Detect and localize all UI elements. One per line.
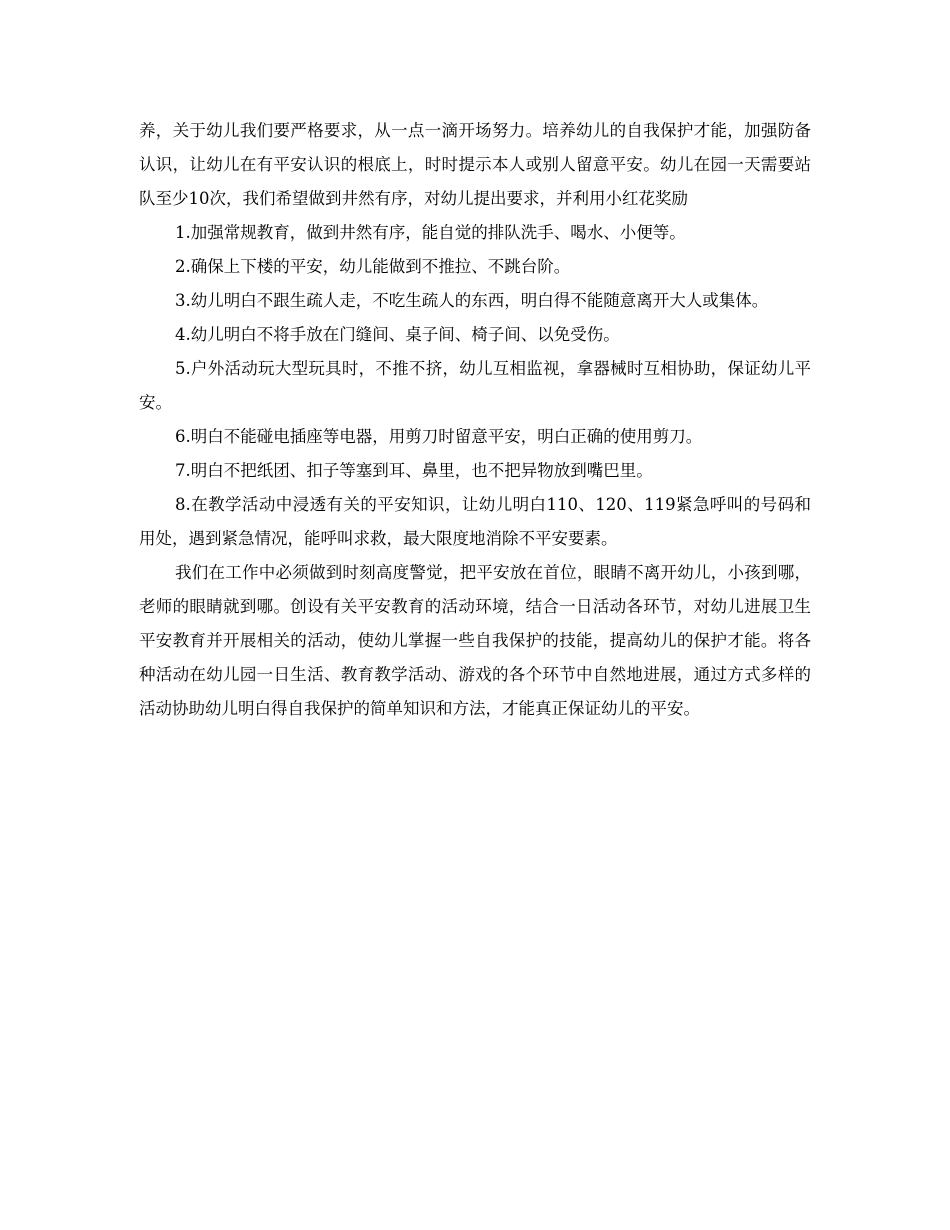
list-item-7: 7.明白不把纸团、扣子等塞到耳、鼻里，也不把异物放到嘴巴里。 (175, 461, 653, 480)
document-body (139, 114, 811, 726)
list-item-3: 3.幼儿明白不跟生疏人走，不吃生疏人的东西，明白得不能随意离开大人或集体。 (175, 291, 769, 310)
list-item-8: 8.在教学活动中浸透有关的平安知识，让幼儿明白110、120、119紧急呼叫的号码和用处，遇到紧急情况，能呼叫求救，最大限度地消除不平安要素。 (139, 495, 811, 548)
paragraph-intro: 养，关于幼儿我们要严格要求，从一点一滴开场努力。培养幼儿的自我保护才能，加强防备认识，让幼儿在有平安认识的根底上，时时提示本人或别人留意平安。幼儿在园一天需要站队至少10次，我们希望做到井然有序，对幼儿提出要求，并利用小红花奖励 (139, 121, 811, 208)
list-item-5: 5.户外活动玩大型玩具时，不推不挤，幼儿互相监视，拿器械时互相协助，保证幼儿平安。 (139, 359, 811, 412)
list-item-1: 1.加强常规教育，做到井然有序，能自觉的排队洗手、喝水、小便等。 (175, 223, 686, 242)
list-item-2: 2.确保上下楼的平安，幼儿能做到不推拉、不跳台阶。 (175, 257, 571, 276)
paragraph-conclusion: 我们在工作中必须做到时刻高度警觉，把平安放在首位，眼睛不离开幼儿，小孩到哪，老师的眼睛就到哪。创设有关平安教育的活动环境，结合一日活动各环节，对幼儿进展卫生平安教育并开展相关的活动，使幼儿掌握一些自我保护的技能，提高幼儿的保护才能。将各种活动在幼儿园一日生活、教育教学活动、游戏的各个环节中自然地进展，通过方式多样的活动协助幼儿明白得自我保护的简单知识和方法，才能真正保证幼儿的平安。 (139, 563, 811, 718)
list-item-6: 6.明白不能碰电插座等电器，用剪刀时留意平安，明白正确的使用剪刀。 (175, 427, 703, 446)
list-item-4: 4.幼儿明白不将手放在门缝间、桌子间、椅子间、以免受伤。 (175, 325, 620, 344)
